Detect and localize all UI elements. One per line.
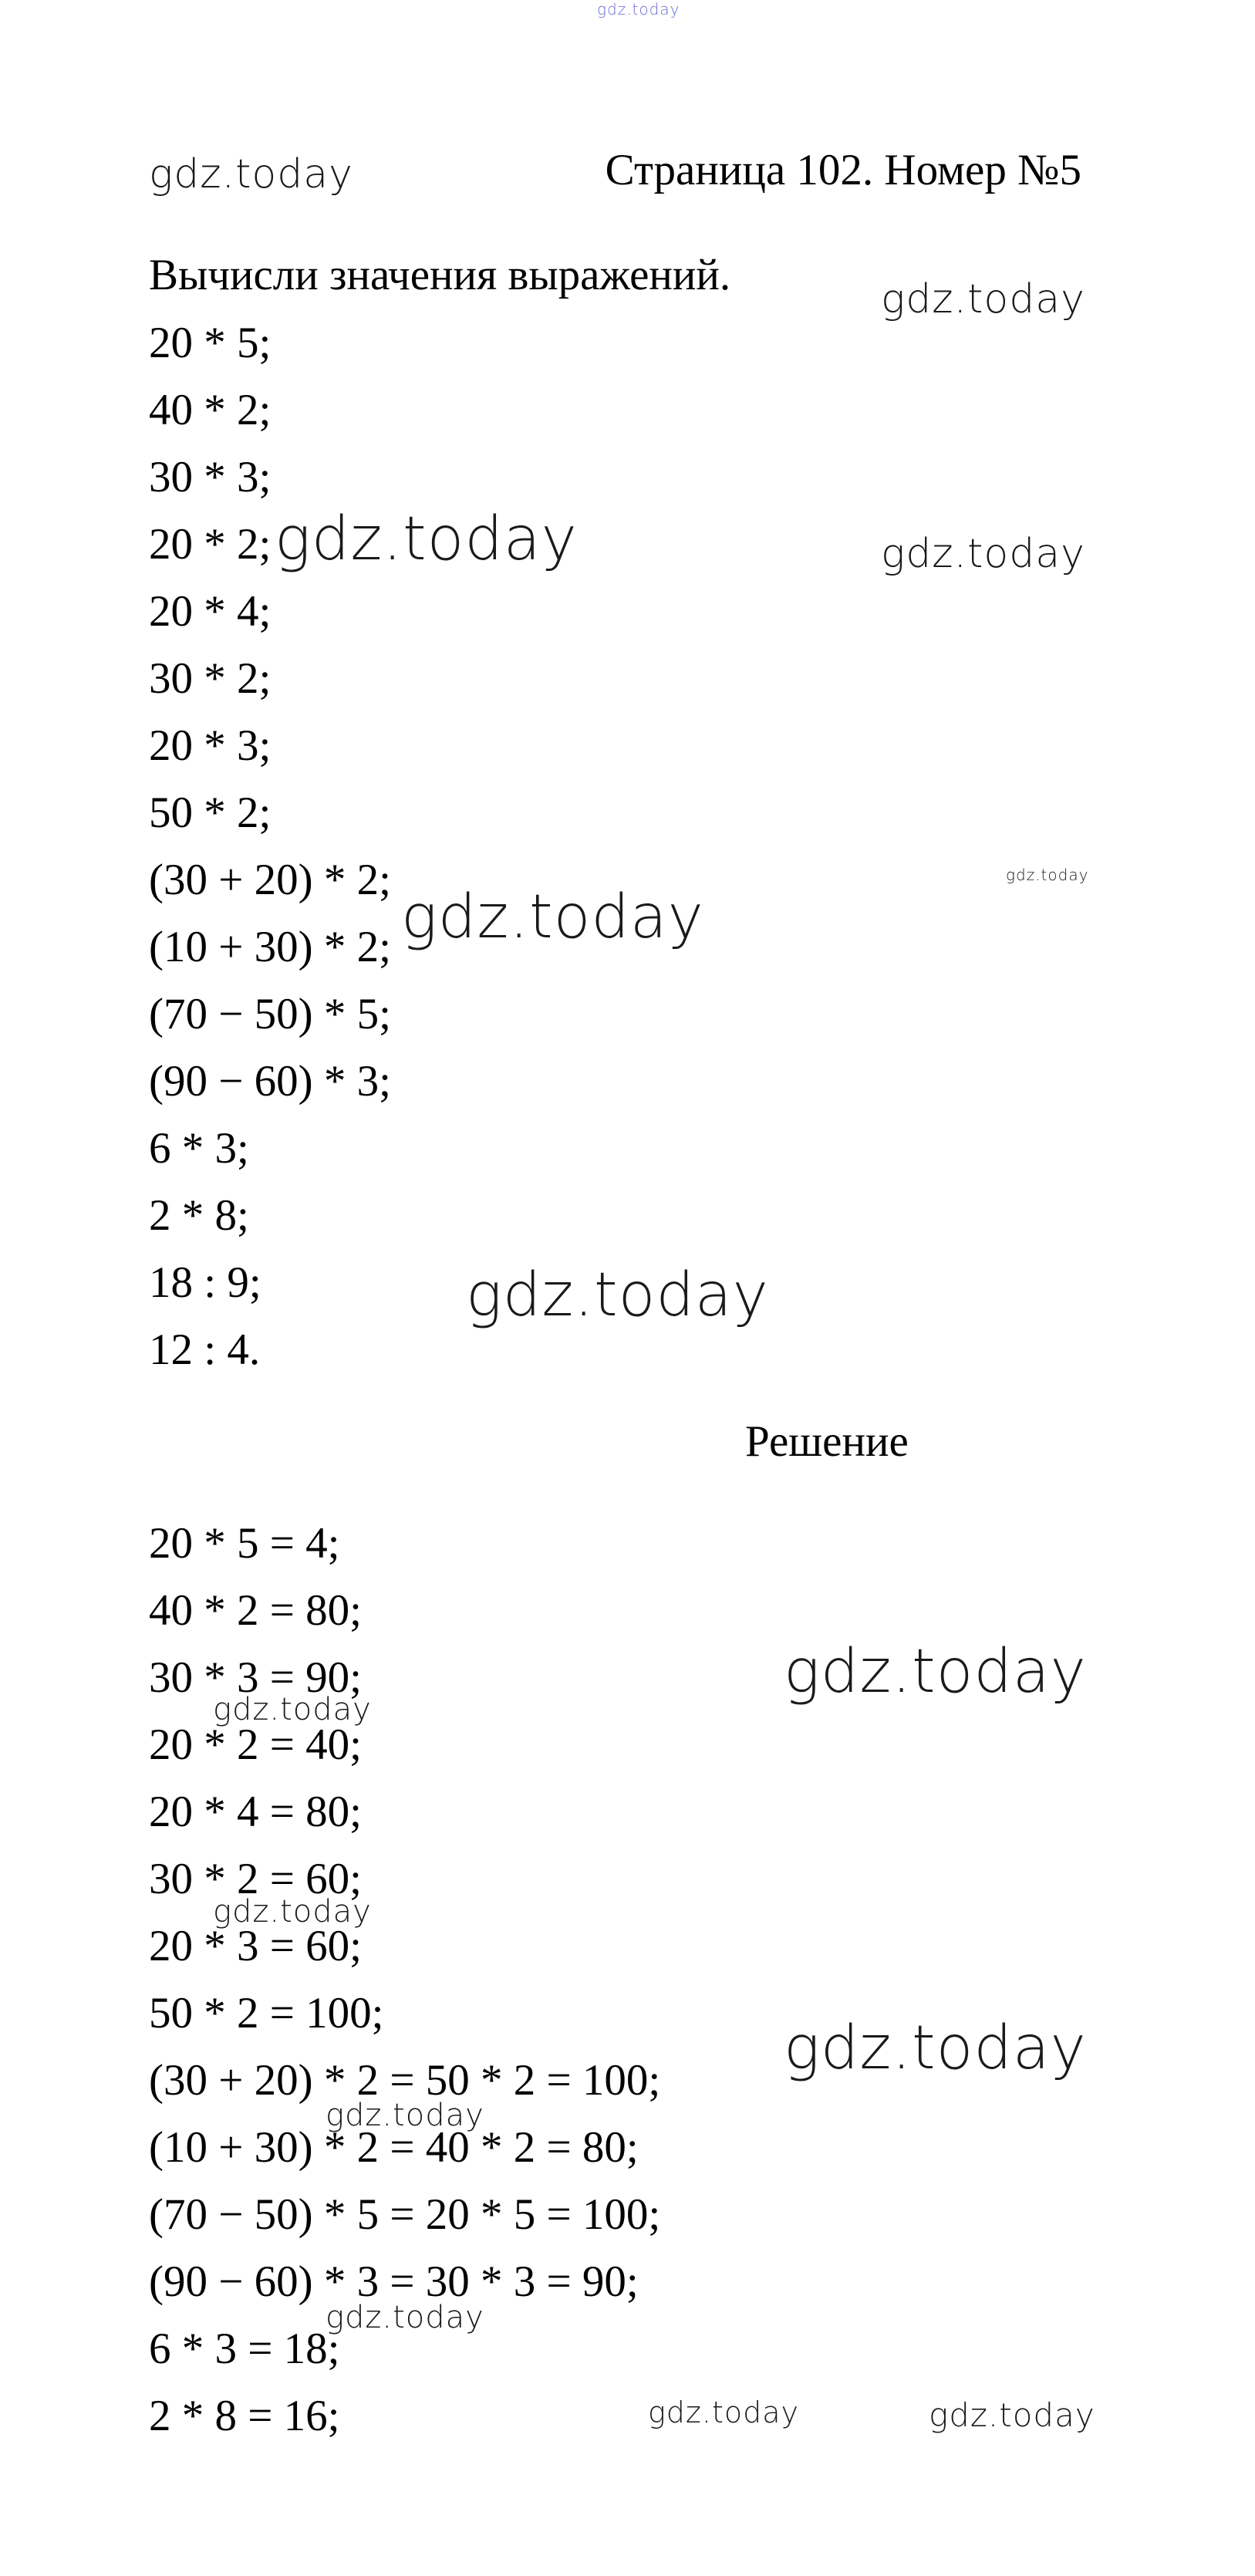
solution-item: (90 − 60) * 3 = 30 * 3 = 90; [149,2257,639,2306]
task-item: 20 * 3; [149,721,272,770]
watermark-mid-3: gdz.today [466,1261,769,1330]
watermark-sol-small-2: gdz.today [213,1894,372,1929]
solution-item: 40 * 2 = 80; [149,1586,362,1635]
task-item: (90 − 60) * 3; [149,1057,391,1106]
watermark-sol-small-4: gdz.today [326,2300,484,2335]
task-item: 18 : 9; [149,1258,261,1307]
watermark-bottom-2: gdz.today [929,2396,1095,2434]
solution-item: 20 * 4 = 80; [149,1788,362,1836]
watermark-sol-right-1: gdz.today [784,1637,1087,1707]
solution-item: (70 − 50) * 5 = 20 * 5 = 100; [149,2190,661,2239]
watermark-sol-small-1: gdz.today [213,1692,372,1727]
task-item: 40 * 2; [149,386,272,434]
solution-item: 30 * 3 = 90; [149,1653,362,1702]
solution-item: 20 * 3 = 60; [149,1922,362,1970]
task-item: 30 * 3; [149,453,272,501]
watermark-right-2: gdz.today [881,531,1085,577]
task-item: 20 * 4; [149,587,272,636]
watermark-small-1: gdz.today [1006,866,1089,884]
watermark-sol-right-2: gdz.today [784,2014,1087,2083]
task-item: (30 + 20) * 2; [149,856,391,904]
task-prompt: Вычисли значения выражений. [149,251,731,299]
solution-item: 20 * 5 = 4; [149,1519,340,1568]
watermark-sol-small-3: gdz.today [326,2098,484,2133]
watermark-top: gdz.today [597,0,680,19]
solution-item: 30 * 2 = 60; [149,1855,362,1903]
task-item: 50 * 2; [149,788,272,837]
watermark-header: gdz.today [149,151,353,198]
watermark-mid-2: gdz.today [401,883,704,952]
solution-item: 6 * 3 = 18; [149,2324,340,2373]
task-item: (70 − 50) * 5; [149,990,391,1038]
page-title: Страница 102. Номер №5 [605,146,1081,194]
solution-item: 50 * 2 = 100; [149,1989,384,2038]
watermark-mid-1: gdz.today [275,505,578,574]
task-item: (10 + 30) * 2; [149,923,391,971]
task-item: 12 : 4. [149,1325,261,1374]
solution-item: 20 * 2 = 40; [149,1720,362,1769]
task-item: 20 * 5; [149,319,272,367]
solution-item: (30 + 20) * 2 = 50 * 2 = 100; [149,2056,661,2105]
task-item: 30 * 2; [149,654,272,703]
task-item: 2 * 8; [149,1191,249,1240]
solution-heading: Решение [745,1417,909,1466]
watermark-right-1: gdz.today [881,276,1085,322]
watermark-bottom-1: gdz.today [648,2395,799,2429]
solution-item: 2 * 8 = 16; [149,2392,340,2440]
task-item: 20 * 2; [149,520,272,569]
solution-item: (10 + 30) * 2 = 40 * 2 = 80; [149,2123,639,2172]
task-item: 6 * 3; [149,1124,249,1173]
